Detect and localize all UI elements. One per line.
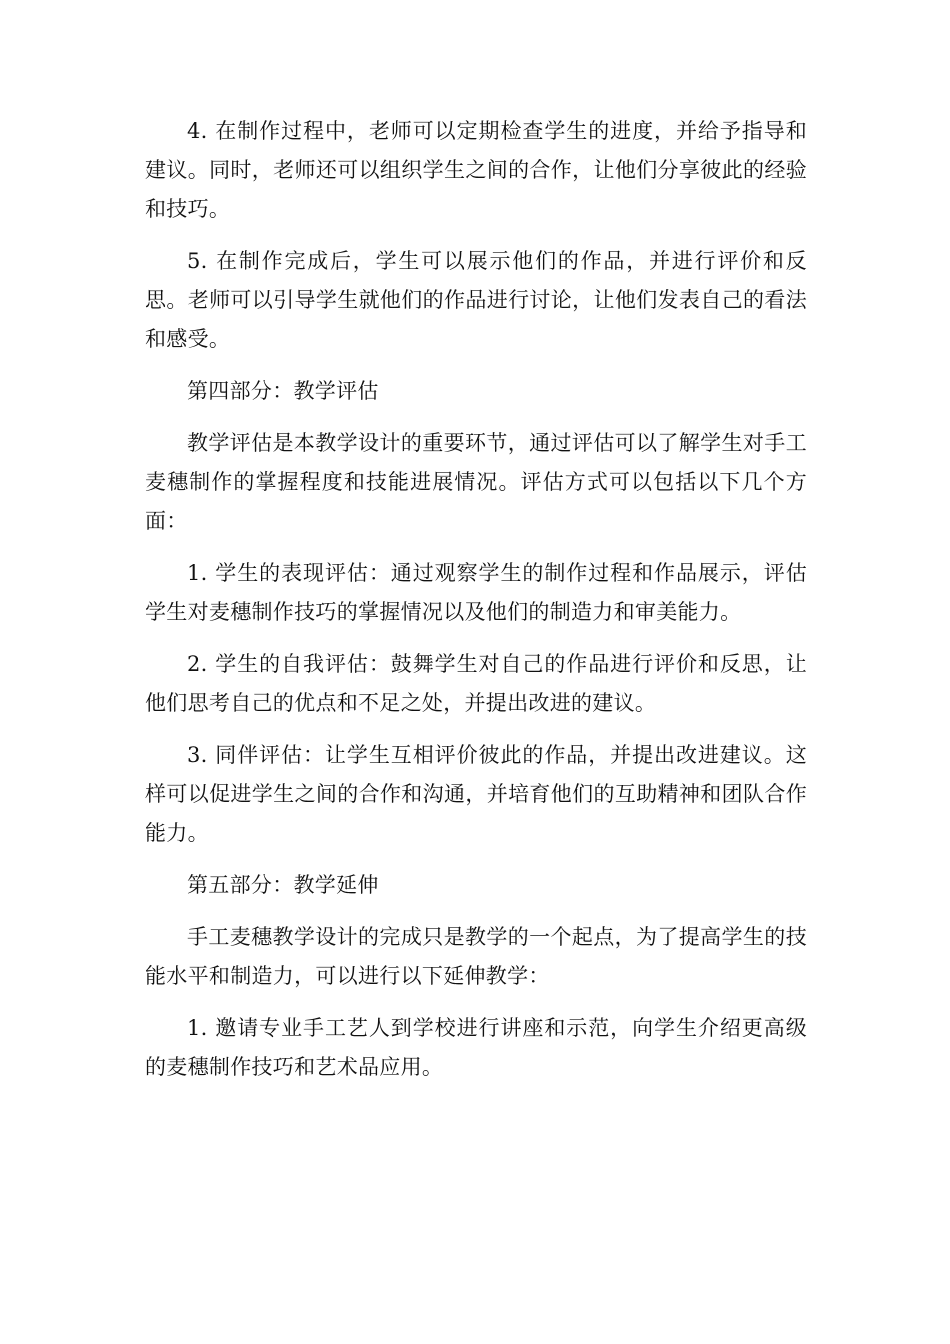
paragraph-evaluation-2: 2. 学生的自我评估：鼓舞学生对自己的作品进行评价和反思，让他们思考自己的优点和不足之处，并提出改进的建议。: [145, 652, 807, 715]
paragraph-evaluation-intro: 教学评估是本教学设计的重要环节，通过评估可以了解学生对手工麦穗制作的掌握程度和技能进展情况。评估方式可以包括以下几个方面：: [145, 431, 807, 533]
paragraph-evaluation-1: 1. 学生的表现评估：通过观察学生的制作过程和作品展示，评估学生对麦穗制作技巧的掌握情况以及他们的制造力和审美能力。: [145, 561, 807, 624]
paragraph-extension-1: 1. 邀请专业手工艺人到学校进行讲座和示范，向学生介绍更高级的麦穗制作技巧和艺术品应用。: [145, 1016, 807, 1079]
paragraph-extension-intro: 手工麦穗教学设计的完成只是教学的一个起点，为了提高学生的技能水平和制造力，可以进行以下延伸教学：: [145, 925, 807, 988]
paragraph-evaluation-3: 3. 同伴评估：让学生互相评价彼此的作品，并提出改进建议。这样可以促进学生之间的合作和沟通，并培育他们的互助精神和团队合作能力。: [145, 743, 807, 845]
section-heading-part-5: 第五部分：教学延伸: [187, 873, 379, 897]
paragraph-step-4: 4. 在制作过程中，老师可以定期检查学生的进度，并给予指导和建议。同时，老师还可以组织学生之间的合作，让他们分享彼此的经验和技巧。: [145, 119, 807, 221]
document-page: [145, 112, 807, 1087]
paragraph-step-5: 5. 在制作完成后，学生可以展示他们的作品，并进行评价和反思。老师可以引导学生就他们的作品进行讨论，让他们发表自己的看法和感受。: [145, 249, 807, 351]
section-heading-part-4: 第四部分：教学评估: [187, 379, 379, 403]
